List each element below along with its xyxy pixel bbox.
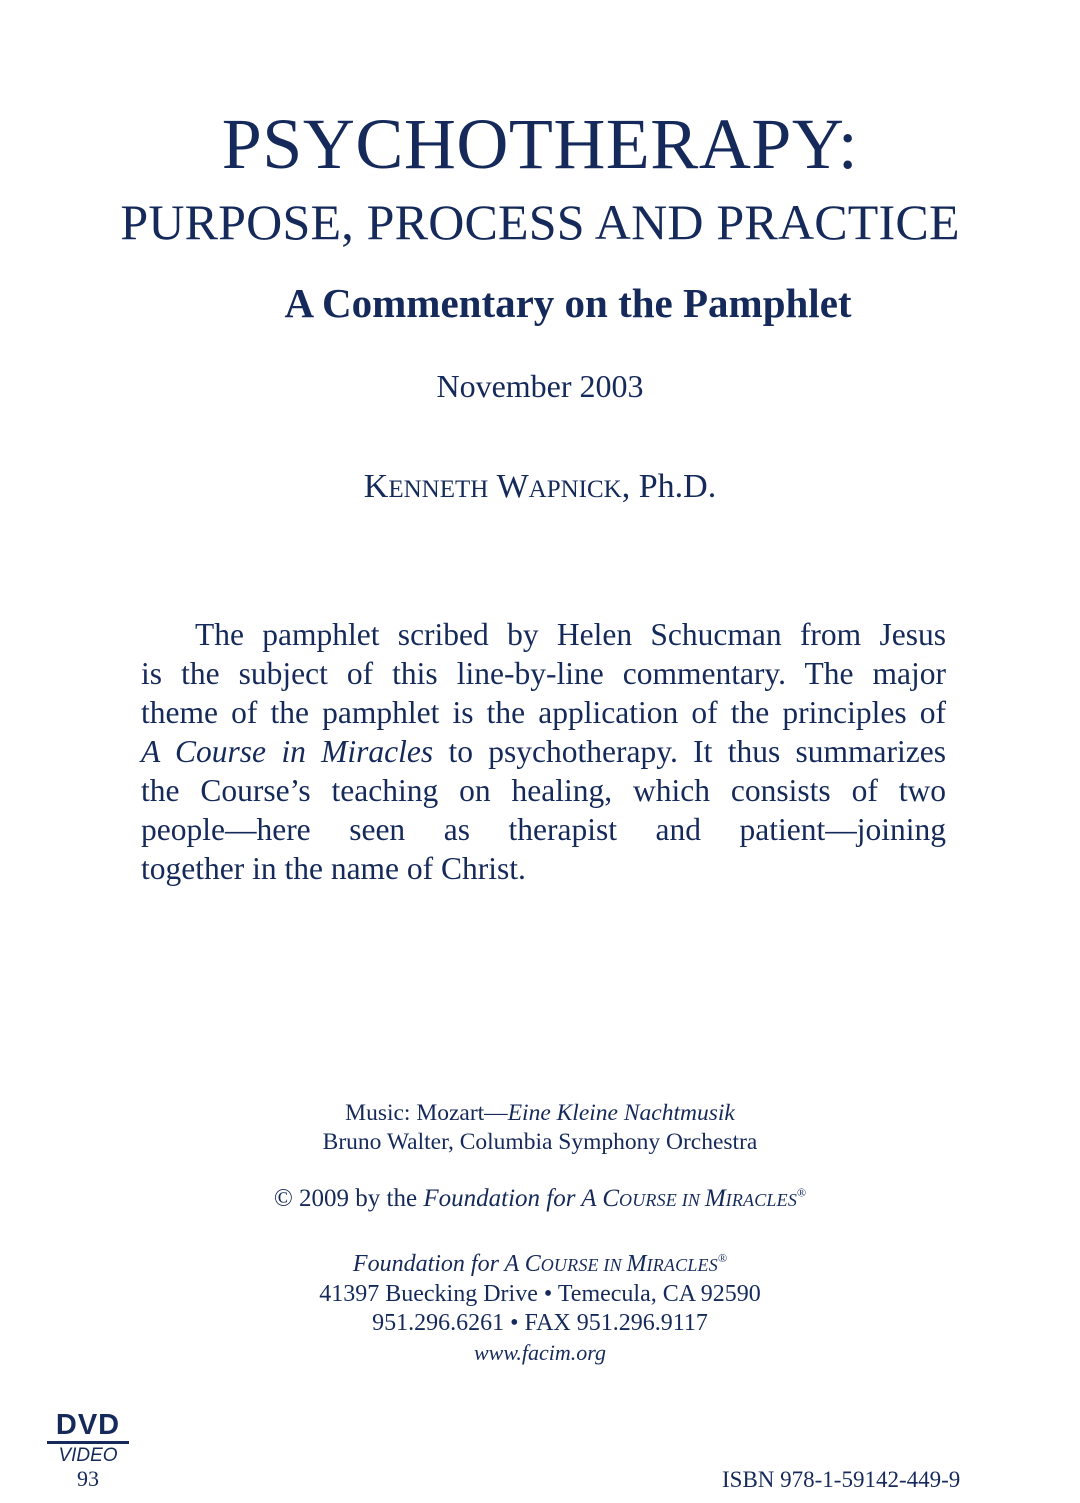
description-line: together in the name of Christ. xyxy=(141,851,526,886)
description-line: the Course’s teaching on healing, which consists of two xyxy=(141,773,946,808)
foundation-name xyxy=(120,1250,960,1280)
performers-line: Bruno Walter, Columbia Symphony Orchestra xyxy=(322,1129,758,1155)
description-line xyxy=(141,732,946,771)
title-line-2: PURPOSE, PROCESS AND PRACTICE xyxy=(120,194,960,250)
music-title: Eine Kleine Nachtmusik xyxy=(507,1100,735,1126)
phone-fax: 951.296.6261 • FAX 951.296.9117 xyxy=(372,1310,708,1336)
description-line-rest: to psychotherapy. It thus summarizes xyxy=(433,734,947,769)
author-last-rest: APNICK xyxy=(528,476,622,503)
copyright-notice xyxy=(120,1183,960,1216)
foundation-contact xyxy=(120,1250,960,1367)
isbn: ISBN 978-1-59142-449-9 xyxy=(722,1467,961,1492)
music-credits xyxy=(120,1099,960,1157)
foundation-text: M xyxy=(626,1251,647,1277)
foundation-text: M xyxy=(704,1185,726,1212)
foundation-text: Foundation for A xyxy=(423,1185,603,1212)
copyright-prefix: © 2009 by the xyxy=(273,1185,424,1212)
volume-number: 93 xyxy=(77,1466,99,1491)
registered-mark: ® xyxy=(797,1185,807,1200)
website-link[interactable]: www.facim.org xyxy=(473,1340,606,1365)
title-line-1: PSYCHOTHERAPY: xyxy=(221,104,859,184)
foundation-text: C xyxy=(602,1185,620,1212)
foundation-text: IRACLES xyxy=(646,1255,718,1275)
music-line xyxy=(120,1099,960,1128)
dvd-logo-rule xyxy=(47,1441,129,1444)
dvd-video-badge xyxy=(42,1410,134,1492)
course-title-italic: A Course in Miracles xyxy=(141,734,434,769)
description-line: The pamphlet scribed by Helen Schucman from Jesus xyxy=(195,617,946,652)
author-suffix: , Ph.D. xyxy=(621,468,717,505)
author-first-rest: ENNETH xyxy=(388,476,489,503)
dvd-video-label: VIDEO xyxy=(58,1445,118,1466)
copyright-foundation xyxy=(423,1185,797,1212)
foundation-text: OURSE IN xyxy=(619,1190,705,1210)
author-first-initial: K xyxy=(363,468,389,505)
foundation-text: OURSE IN xyxy=(540,1255,627,1275)
date: November 2003 xyxy=(436,368,644,404)
description-line: theme of the pamphlet is the application of the principles of xyxy=(141,695,946,730)
subtitle: A Commentary on the Pamphlet xyxy=(284,280,852,326)
foundation-text: Foundation for A xyxy=(352,1251,525,1277)
music-prefix: Music: Mozart— xyxy=(345,1100,508,1126)
description-line: people—here seen as therapist and patient—joining xyxy=(141,812,946,847)
foundation-text: IRACLES xyxy=(725,1190,798,1210)
description-line: is the subject of this line-by-line commentary. The major xyxy=(141,656,946,691)
author xyxy=(0,463,1080,514)
registered-mark: ® xyxy=(717,1251,728,1265)
description-paragraph xyxy=(141,615,946,888)
dvd-logo: DVD xyxy=(55,1409,121,1441)
foundation-text: C xyxy=(524,1251,541,1277)
address: 41397 Buecking Drive • Temecula, CA 92590 xyxy=(319,1281,761,1307)
author-last-initial: W xyxy=(496,468,529,505)
